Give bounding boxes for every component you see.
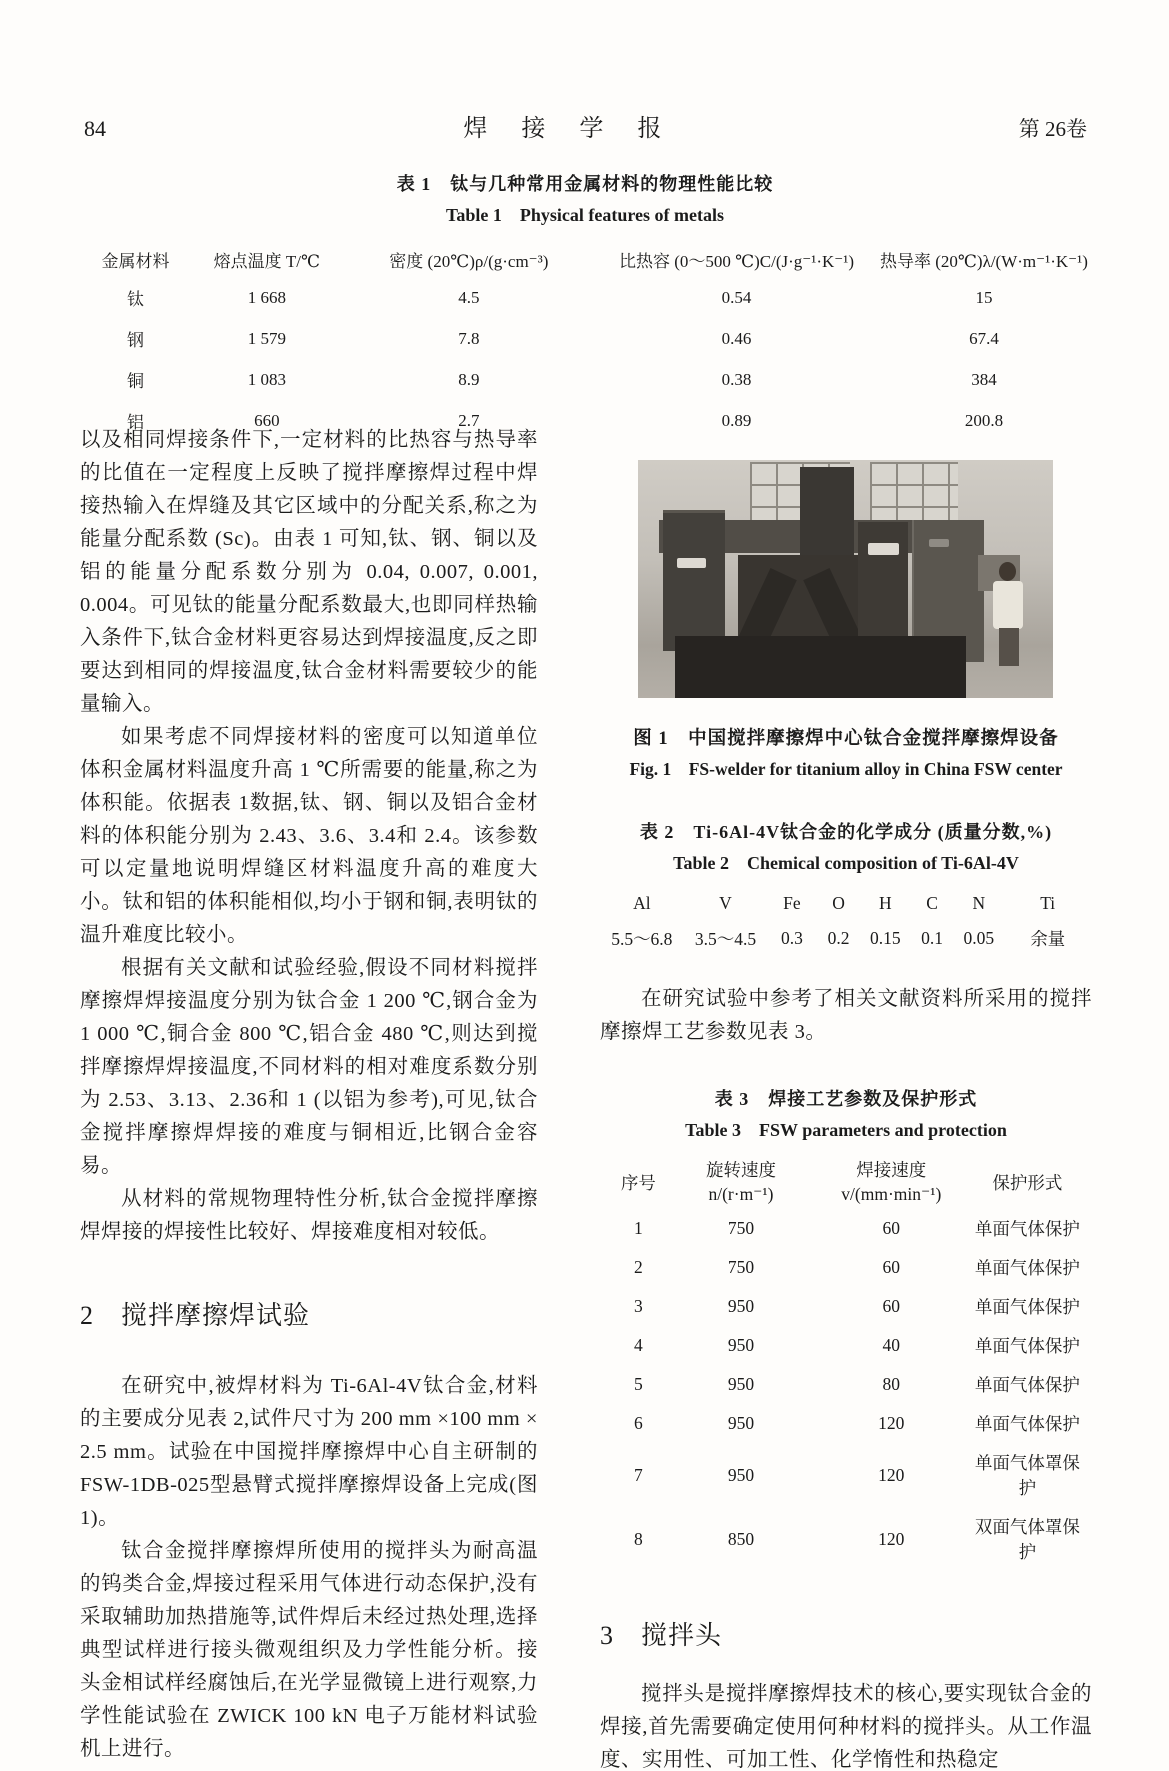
section-heading-2: 2 搅拌摩擦焊试验: [80, 1301, 311, 1330]
table1-row: [80, 359, 1090, 400]
table1-cell: 7.8: [458, 328, 480, 348]
table3-header-line: n/(r·m⁻¹): [708, 1184, 774, 1204]
table2-cell: 0.1: [921, 928, 943, 948]
table3-cell: 单面气体罩保护: [974, 1453, 1080, 1498]
table3-header-line: 焊接速度: [856, 1160, 927, 1180]
table1-header: 比热容 (0～500 ℃)C/(J·g⁻¹·K⁻¹): [618, 252, 855, 271]
paragraph: 在研究中,被焊材料为 Ti-6Al-4V钛合金,材料的主要成分见表 2,试件尺寸为 200 mm ×100 mm × 2.5 mm。试验在中国搅拌摩擦焊中心自主研制的 FSW-1DB-025型悬臂式搅拌摩擦焊设备上完成(图 1)。: [80, 1375, 538, 1529]
table3-cell: 750: [727, 1218, 755, 1238]
photo-person: [999, 628, 1019, 666]
table3-header-row: [607, 1155, 1084, 1209]
table3-header: 保护形式: [992, 1172, 1063, 1193]
table3-cell: 双面气体罩保护: [974, 1517, 1080, 1562]
table1-cell: 1 668: [247, 287, 286, 307]
journal-title: 焊 接 学 报: [463, 116, 676, 142]
table3-cell: 1: [634, 1218, 643, 1238]
table1-cell: 67.4: [969, 328, 999, 348]
table3-cell: 2: [634, 1257, 643, 1277]
paragraph: 搅拌头是搅拌摩擦焊技术的核心,要实现钛合金的焊接,首先需要确定使用何种材料的搅拌头。从工作温度、实用性、可加工性、化学惰性和热稳定: [600, 1683, 1092, 1771]
table1-cell: 200.8: [964, 410, 1004, 430]
table1-title-zh: 表 1 钛与几种常用金属材料的物理性能比较: [396, 174, 774, 194]
table1-cell: 4.5: [458, 287, 480, 307]
table1-cell: 0.46: [721, 328, 752, 348]
table1-cell: 钢: [127, 331, 145, 350]
table3-header: [813, 1155, 970, 1209]
table3-cell: 5: [634, 1374, 643, 1394]
paragraph: 钛合金搅拌摩擦焊所使用的搅拌头为耐高温的钨类合金,焊接过程采用气体进行动态保护,没有采取辅助加热措施等,试件焊后未经过热处理,选择典型试样进行接头微观组织及力学性能分析。接头金相试样经腐蚀后,在光学显微镜上进行观察,力学性能试验在 ZWICK 100 kN 电子万能材料试验机上进行。: [80, 1540, 538, 1760]
table3-cell: 单面气体保护: [974, 1336, 1080, 1356]
paragraph: 根据有关文献和试验经验,假设不同材料搅拌摩擦焊焊接温度分别为钛合金 1 200 ℃,钢合金为 1 000 ℃,铜合金 800 ℃,铝合金 480 ℃,则达到搅拌摩擦焊焊接温度,不同材料的相对难度系数分别为 2.53、3.13、2.36和 1 (以铝为参考),可见,钛合金搅拌摩擦焊焊接的难度与铜相近,比钢合金容易。: [80, 957, 538, 1177]
table3-cell: 750: [727, 1257, 755, 1277]
table3-cell: 950: [727, 1335, 755, 1355]
table1-cell: 384: [971, 369, 997, 389]
table3-cell: 950: [727, 1296, 755, 1316]
table1-cell: 1 083: [247, 369, 286, 389]
table3-header-line: v/(mm·min⁻¹): [841, 1184, 942, 1204]
table3-row: [607, 1326, 1084, 1365]
table3-cell: 4: [634, 1335, 643, 1355]
table1-cell: 0.54: [721, 287, 752, 307]
table2-chemical-composition: [600, 887, 1092, 957]
table2-cell: 5.5～6.8: [611, 929, 673, 949]
table3-row: [607, 1443, 1084, 1507]
table1-row: [80, 277, 1090, 318]
table3-header: [669, 1155, 812, 1209]
table1-header: 热导率 (20℃)λ/(W·m⁻¹·K⁻¹): [880, 252, 1088, 271]
photo-machine-cabinet-left: [663, 510, 725, 651]
table2-header: Fe: [783, 893, 801, 913]
table3-cell: 950: [727, 1413, 755, 1433]
table1-title-en: Table 1 Physical features of metals: [446, 205, 724, 225]
figure1-caption-en: Fig. 1 FS-welder for titanium alloy in China FSW center: [629, 759, 1063, 779]
table3-cell: 8: [634, 1528, 643, 1549]
table3-cell: 单面气体保护: [974, 1297, 1080, 1317]
table2-header: V: [719, 893, 732, 913]
paragraph: 如果考虑不同焊接材料的密度可以知道单位体积金属材料温度升高 1 ℃所需要的能量,称之为体积能。依据表 1数据,钛、钢、铜以及铝合金材料的体积能分别为 2.43、3.6、3.4和 2.4。该参数可以定量地说明焊缝区材料温度升高的难度大小。钛和铝的体积能相似,均小于钢和铜,表明钛的温升难度比较小。: [80, 726, 538, 946]
running-head: [84, 108, 1087, 143]
table3-row: [607, 1365, 1084, 1404]
table1-cell: 铝: [127, 413, 145, 432]
table3-cell: 单面气体保护: [974, 1258, 1080, 1278]
table2-header: H: [879, 893, 892, 913]
table2-cell: 余量: [1030, 929, 1066, 949]
table3-cell: 60: [882, 1218, 901, 1238]
table3-cell: 80: [882, 1374, 901, 1394]
table1-header: 密度 (20℃)ρ/(g·cm⁻³): [389, 252, 549, 271]
table1-cell: 0.89: [721, 410, 752, 430]
table3-cell: 40: [882, 1335, 901, 1355]
figure1-caption-zh: 图 1 中国搅拌摩擦焊中心钛合金搅拌摩擦焊设备: [633, 729, 1059, 749]
table1-cell: 1 579: [247, 328, 286, 348]
table2-header: Ti: [1040, 893, 1056, 913]
table3-header-line: 旋转速度: [705, 1160, 776, 1180]
table3-cell: 60: [882, 1257, 901, 1277]
section-heading-3: 3 搅拌头: [600, 1621, 723, 1650]
table3-cell: 850: [727, 1528, 755, 1549]
table2-cell: 0.05: [963, 928, 995, 948]
table1-cell: 0.38: [721, 369, 752, 389]
table3-cell: 120: [878, 1464, 905, 1485]
photo-logo-badge: [929, 539, 950, 547]
table1-cell: 660: [254, 410, 280, 430]
table2-cell: 0.3: [780, 928, 803, 948]
table3-row: [607, 1507, 1084, 1571]
table3-title-zh: 表 3 焊接工艺参数及保护形式: [714, 1089, 978, 1109]
table3-cell: 单面气体保护: [974, 1414, 1080, 1434]
table3-row: [607, 1209, 1084, 1248]
table3-header: 序号: [620, 1172, 656, 1193]
paragraph: 以及相同焊接条件下,一定材料的比热容与热导率的比值在一定程度上反映了搅拌摩擦焊过程中焊接热输入在焊缝及其它区域中的分配关系,称之为能量分配系数 (Sc)。由表 1 可知,钛、钢、铜以及铝的能量分配系数分别为 0.04, 0.007, 0.001, 0.004。可见钛的能量分配系数最大,也即同样热输入条件下,钛合金材料更容易达到焊接温度,反之即要达到相同的焊接温度,钛合金材料需要较少的能量输入。: [80, 429, 538, 715]
table2-header: O: [832, 893, 845, 913]
photo-logo-badge: [677, 558, 706, 569]
table1-cell: 8.9: [458, 369, 480, 389]
table2-cell: 0.2: [827, 928, 850, 948]
table1-header-row: [80, 242, 1090, 277]
table1-cell: 钛: [127, 290, 145, 309]
volume-label: 第 26卷: [1018, 117, 1087, 141]
table1-block: [80, 170, 1090, 441]
table3-cell: 单面气体保护: [974, 1219, 1080, 1239]
table3-fsw-parameters: [607, 1155, 1084, 1571]
table3-cell: 6: [634, 1413, 643, 1433]
table1-cell: 2.7: [458, 410, 480, 430]
table2-cell: 3.5～4.5: [694, 929, 757, 949]
table3-cell: 60: [882, 1296, 901, 1316]
table3-row: [607, 1404, 1084, 1443]
table1-cell: 15: [975, 287, 993, 307]
table2-header: Al: [633, 893, 651, 913]
page-number: 84: [84, 116, 106, 141]
table2-header-row: [600, 887, 1092, 920]
table1-header: 熔点温度 T/℃: [213, 252, 321, 271]
figure1-photo: [638, 460, 1053, 698]
photo-machine-base: [675, 636, 966, 698]
table3-cell: 120: [878, 1528, 905, 1549]
table3-cell: 单面气体保护: [974, 1375, 1080, 1395]
table2-title-en: Table 2 Chemical composition of Ti-6Al-4V: [673, 853, 1019, 873]
photo-logo-badge: [868, 543, 899, 555]
table3-title-en: Table 3 FSW parameters and protection: [685, 1120, 1007, 1140]
table1-cell: 铜: [127, 372, 145, 391]
table2-title-zh: 表 2 Ti-6Al-4V钛合金的化学成分 (质量分数,%): [639, 822, 1053, 842]
paragraph: 在研究试验中参考了相关文献资料所采用的搅拌摩擦焊工艺参数见表 3。: [600, 988, 1092, 1043]
paragraph: 从材料的常规物理特性分析,钛合金搅拌摩擦焊焊接的焊接性比较好、焊接难度相对较低。: [80, 1188, 538, 1243]
table3-cell: 950: [727, 1464, 755, 1485]
right-column: [600, 460, 1092, 1771]
table3-cell: 7: [634, 1464, 643, 1485]
left-column: [80, 424, 538, 1766]
table3-row: [607, 1248, 1084, 1287]
table3-cell: 950: [727, 1374, 755, 1394]
table1-header: 金属材料: [101, 252, 170, 271]
table1-physical-features: [80, 242, 1090, 441]
table2-cell: 0.15: [870, 928, 901, 948]
table1-row: [80, 318, 1090, 359]
table3-cell: 120: [878, 1413, 905, 1433]
table2-header: C: [926, 893, 938, 913]
table3-cell: 3: [634, 1296, 643, 1316]
table3-row: [607, 1287, 1084, 1326]
photo-person: [993, 581, 1023, 629]
table2-header: N: [972, 893, 986, 913]
table2-value-row: [600, 920, 1092, 957]
